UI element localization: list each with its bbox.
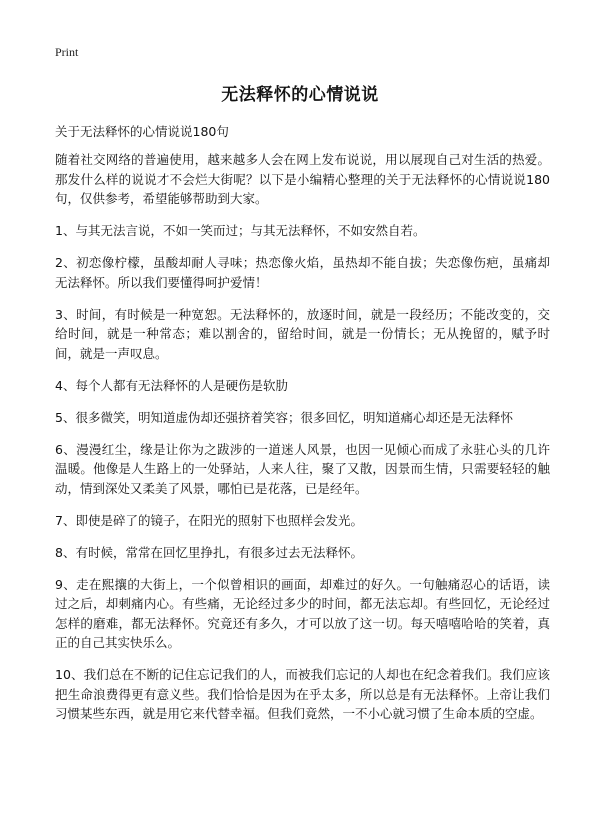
quote-paragraph: 9、走在熙攘的大街上，一个似曾相识的画面，却难过的好久。一句触痛忍心的话语，读过之后，却刺痛内心。有些痛，无论经过多少的时间，都无法忘却。有些回忆，无论经过怎样的磨难，都无法释怀。究竟还有多久，才可以放了这一切。每天嘻嘻哈哈的笑着，真正的自己其实快乐么。: [55, 576, 550, 650]
quote-paragraph: 4、每个人都有无法释怀的人是硬伤是软肋: [55, 377, 288, 393]
intro-paragraph: 随着社交网络的普遍使用，越来越多人会在网上发布说说，用以展现自己对生活的热爱。那发什么样的说说才不会烂大街呢？以下是小编精心整理的关于无法释怀的心情说说180句，仅供参考，希望能够帮助到大家。: [55, 152, 550, 206]
quote-paragraph: 1、与其无法言说，不如一笑而过；与其无法释怀，不如安然自若。: [55, 223, 426, 238]
quote-paragraph: 10、我们总在不断的记住忘记我们的人，而被我们忘记的人却也在纪念着我们。我们应该把生命浪费得更有意义些。我们恰恰是因为在乎太多，所以总是有无法释怀。上帝让我们习惯某些东西，就是用它来代替幸福。但我们竟然，一不小心就习惯了生命本质的空虚。: [55, 667, 550, 721]
quote-paragraph: 8、有时候，常常在回忆里挣扎，有很多过去无法释怀。: [55, 544, 363, 560]
quote-paragraph: 2、初恋像柠檬，虽酸却耐人寻味；热恋像火焰，虽热却不能自拔；失恋像伤疤，虽痛却无法释怀。所以我们要懂得呵护爱情！: [55, 255, 550, 290]
page-title: 无法释怀的心情说说: [221, 85, 379, 105]
document-subtitle: 关于无法释怀的心情说说180句: [55, 124, 229, 139]
quote-paragraph: 5、很多微笑，明知道虚伪却还强挤着笑容；很多回忆，明知道痛心却还是无法释怀: [55, 409, 513, 425]
quote-paragraph: 3、时间，有时候是一种宽恕。无法释怀的，放逐时间，就是一段经历；不能改变的，交给时间，就是一种常态；难以割舍的，留给时间，就是一份情长；无从挽留的，赋予时间，就是一声叹息。: [55, 306, 550, 361]
quote-paragraph: 6、漫漫红尘，缘是让你为之跋涉的一道迷人风景，也因一见倾心而成了永驻心头的几许温暖。他像是人生路上的一处驿站，人来人往，聚了又散，因景而生情，只需要轻轻的触动，情到深处又柔美了风景，哪怕已是花落，已是经年。: [55, 441, 550, 496]
print-link[interactable]: Print: [55, 45, 79, 59]
document-body: [55, 150, 550, 736]
quote-paragraph: 7、即使是碎了的镜子，在阳光的照射下也照样会发光。: [55, 512, 363, 528]
